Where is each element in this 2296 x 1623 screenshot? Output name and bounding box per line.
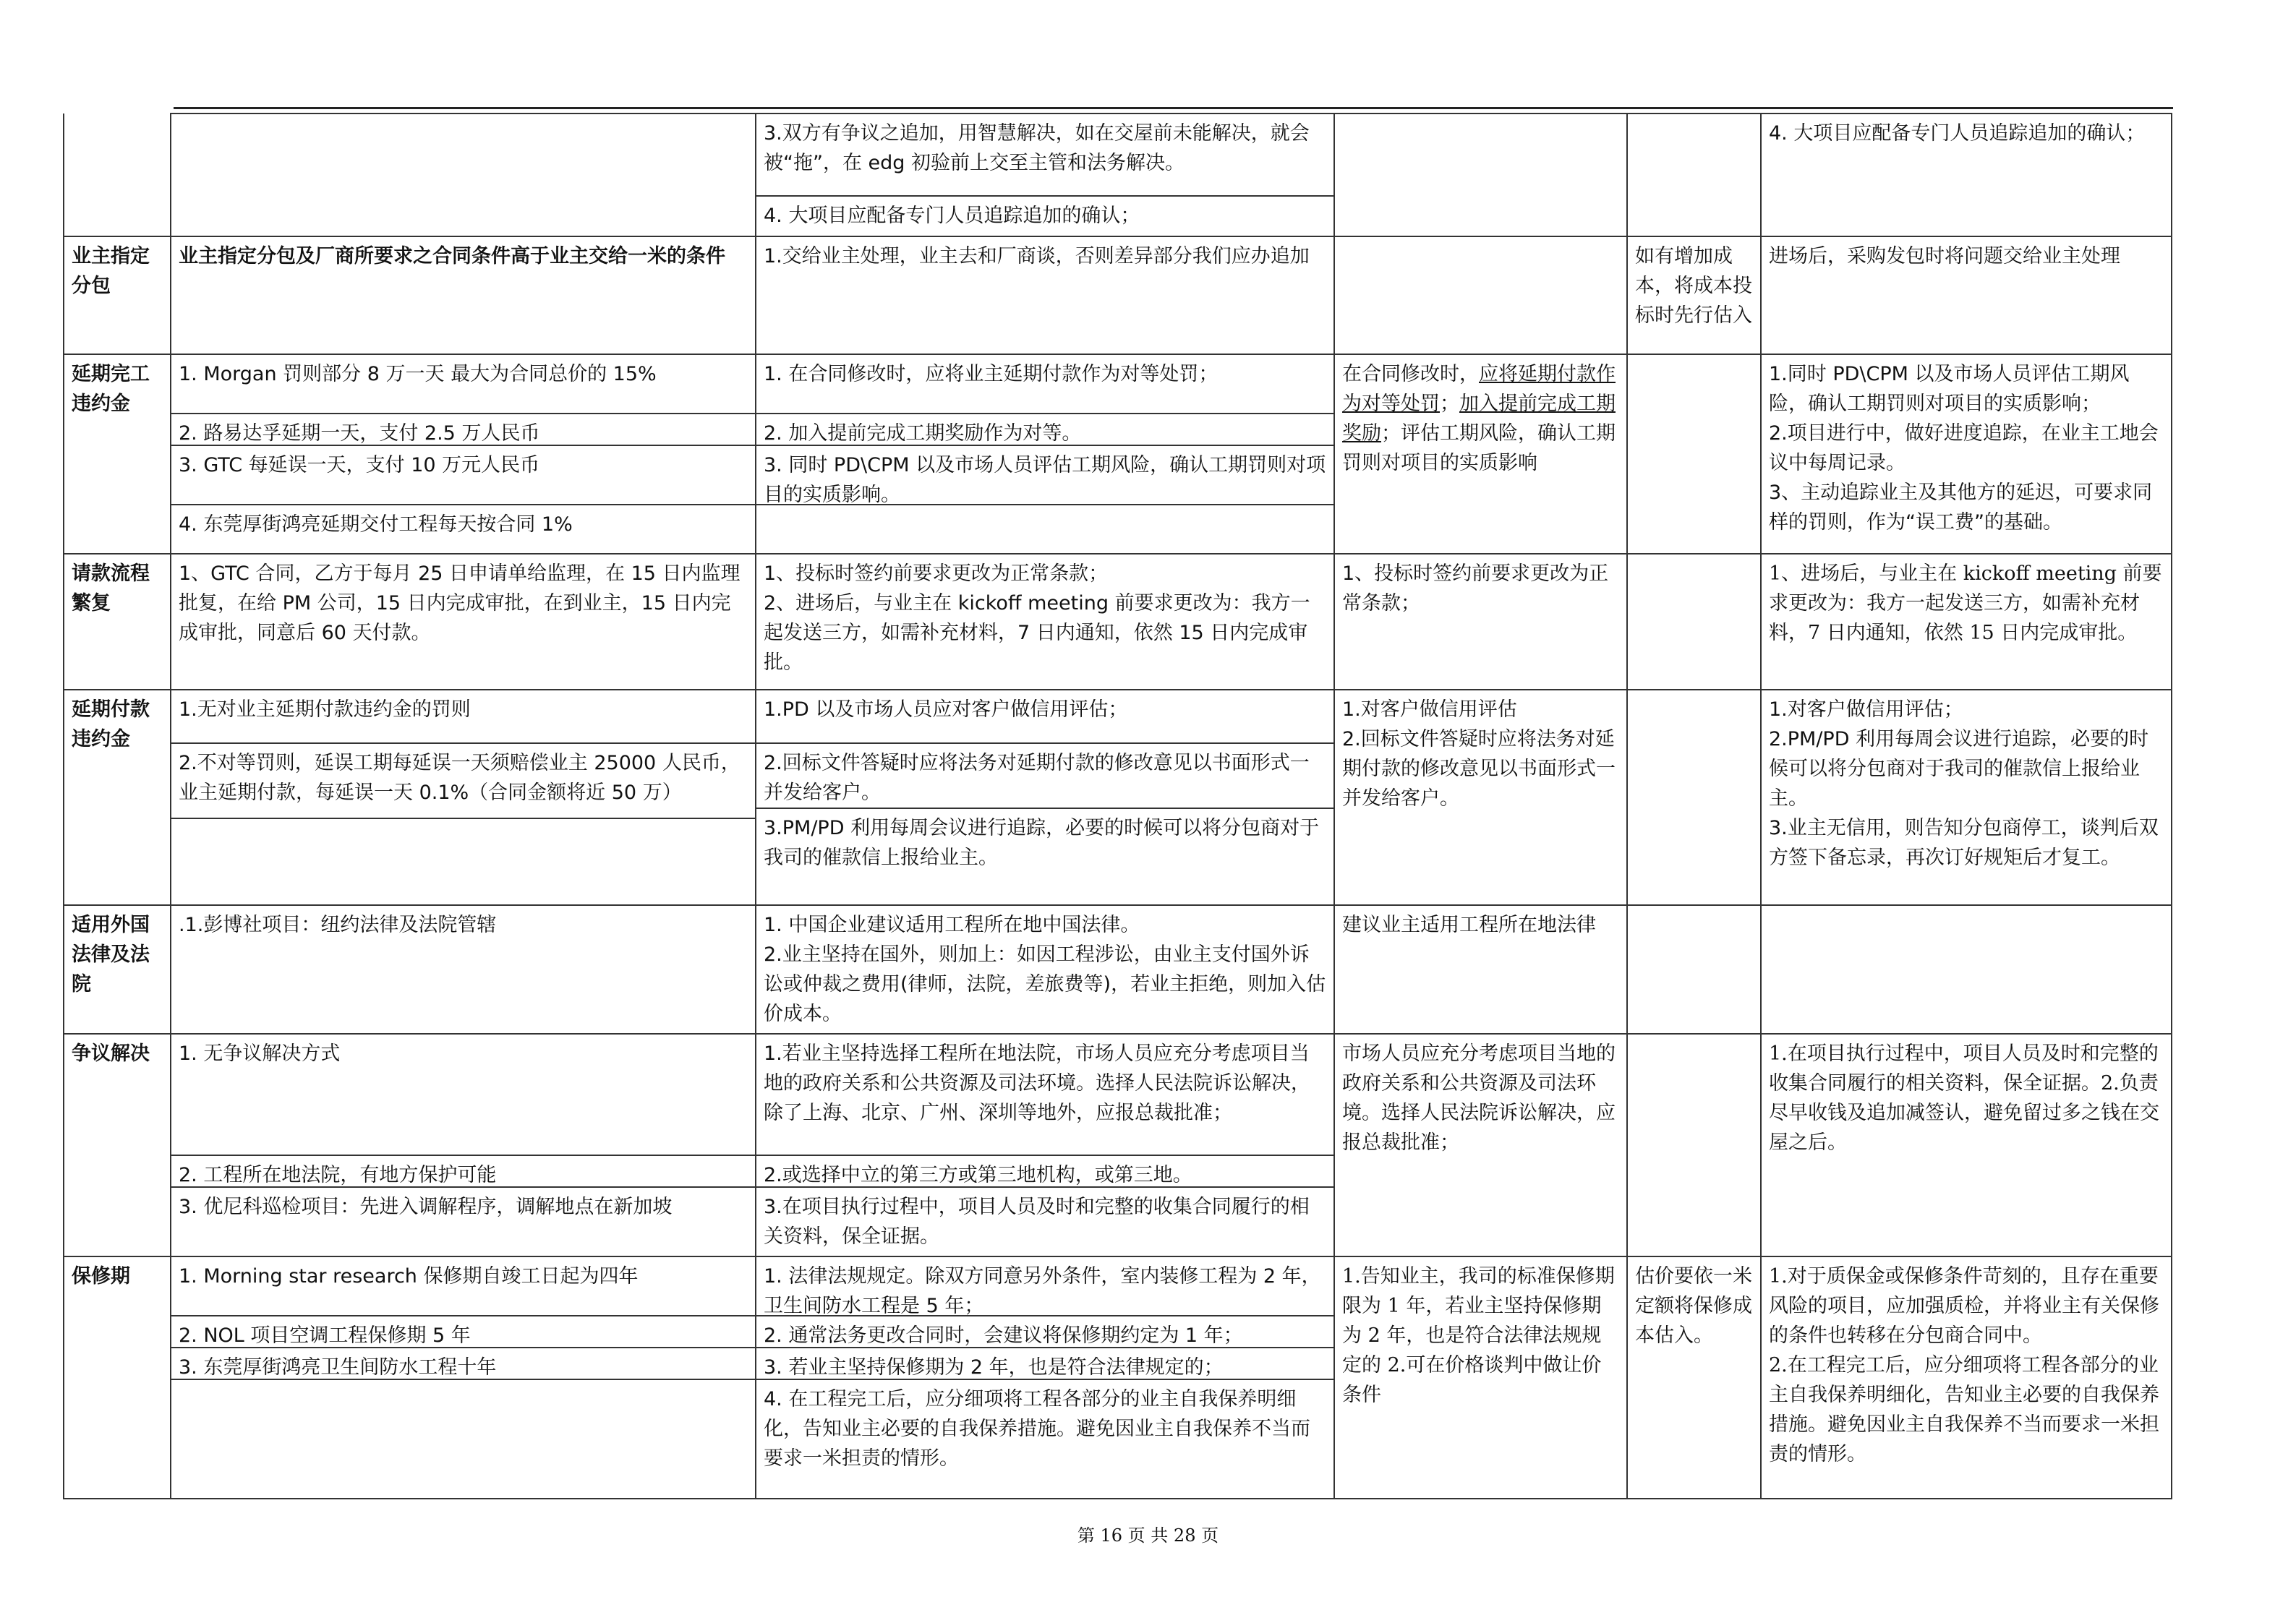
cell-line: 4. 东莞厚街鸿亮延期交付工程每天按合同 1%: [171, 504, 755, 544]
cell-line: 2. 加入提前完成工期奖励作为对等。: [756, 413, 1333, 445]
execution-cell: 1.对于质保金或保修条件苛刻的，且存在重要风险的项目，应加强质检，并将业主有关保修的条件也转移在分包商合同中。 2.在工程完工后，应分细项将工程各部分的业主自我保养明细化，告知业主必要的自我保养措施。避免因业主自我保养不当而要求一米担责的情形。: [1761, 1256, 2172, 1499]
countermeasure-cell: [756, 1034, 1334, 1256]
condition-cell: [171, 354, 756, 554]
market-cell: [1334, 354, 1627, 554]
cell-line: 1. 无争议解决方式: [179, 1042, 341, 1065]
cell-line: 2. 路易达孚延期一天，支付 2.5 万人民币: [171, 413, 755, 445]
table-row-dispute: [64, 1034, 2172, 1256]
countermeasure-cell: [756, 690, 1334, 905]
cell-line: 1.若业主坚持选择工程所在地法院，市场人员应充分考虑项目当地的政府关系和公共资源及司法环境。选择人民法院诉讼解决，除了上海、北京、广州、深圳等地外，应报总裁批准；: [764, 1042, 1310, 1124]
execution-cell: 1.对客户做信用评估； 2.PM/PD 利用每周会议进行追踪，必要的时候可以将分包商对于我司的催款信上报给业主。 3.业主无信用，则告知分包商停工，谈判后双方签下备忘录，再次订好规矩后才复工。: [1761, 690, 2172, 905]
risk-table: [63, 113, 2172, 1499]
cell-line: 2.回标文件答疑时应将法务对延期付款的修改意见以书面形式一并发给客户。: [756, 742, 1333, 808]
execution-cell: [1761, 905, 2172, 1034]
estimate-cell: [1627, 905, 1761, 1034]
category-cell: 业主指定分包: [64, 236, 171, 354]
cell-text: ；评估工期风险，确认工期罚则对项目的实质影响: [1342, 422, 1616, 474]
market-cell: 1、投标时签约前要求更改为正常条款；: [1334, 554, 1627, 690]
cell-line: 2.或选择中立的第三方或第三地机构，或第三地。: [756, 1155, 1333, 1186]
cell-line: 2. 通常法务更改合同时，会建议将保修期约定为 1 年；: [756, 1315, 1333, 1347]
header-rule: [174, 107, 2173, 109]
cell-line: 3.PM/PD 利用每周会议进行追踪，必要的时候可以将分包商对于我司的催款信上报给业主。: [756, 808, 1333, 877]
estimate-cell: [1627, 690, 1761, 905]
table-row-delay-completion: [64, 354, 2172, 554]
cell-line: 3. 优尼科巡检项目：先进入调解程序，调解地点在新加坡: [171, 1186, 755, 1226]
category-cell: [64, 114, 171, 236]
cell-line: 3. 东莞厚街鸿亮卫生间防水工程十年: [171, 1347, 755, 1379]
cell-line: 2. NOL 项目空调工程保修期 5 年: [171, 1315, 755, 1347]
condition-cell: 业主指定分包及厂商所要求之合同条件高于业主交给一米的条件: [171, 236, 756, 354]
cell-line: 1.PD 以及市场人员应对客户做信用评估；: [764, 698, 1128, 721]
market-cell: [1334, 236, 1627, 354]
cell-line: 2. 工程所在地法院，有地方保护可能: [171, 1155, 755, 1186]
execution-cell: 1.在项目执行过程中，项目人员及时和完整的收集合同履行的相关资料，保全证据。2.负责尽早收钱及追加减签认，避免留过多之钱在交屋之后。: [1761, 1034, 2172, 1256]
condition-cell: .1.彭博社项目：纽约法律及法院管辖: [171, 905, 756, 1034]
cell-line: 3. GTC 每延误一天，支付 10 万元人民币: [171, 445, 755, 504]
cell-line: 1. 在合同修改时，应将业主延期付款作为对等处罚；: [764, 363, 1219, 385]
execution-cell: 1.同时 PD\CPM 以及市场人员评估工期风险，确认工期罚则对项目的实质影响； 2.项目进行中，做好进度追踪，在业主工地会议中每周记录。 3、主动追踪业主及其他方的延迟，可要求同样的罚则，作为“误工费”的基础。: [1761, 354, 2172, 554]
estimate-cell: 如有增加成本，将成本投标时先行估入: [1627, 236, 1761, 354]
countermeasure-cell: 1、投标时签约前要求更改为正常条款； 2、进场后，与业主在 kickoff meeting 前要求更改为：我方一起发送三方，如需补充材料，7 日内通知，依然 15 日内完成审批。: [756, 554, 1334, 690]
condition-cell: 1、GTC 合同，乙方于每月 25 日申请单给监理，在 15 日内监理批复，在给 PM 公司，15 日内完成审批，在到业主，15 日内完成审批，同意后 60 天付款。: [171, 554, 756, 690]
underlined-text: 加入提前完成工期奖励: [1342, 393, 1616, 445]
table-row-foreign-law: [64, 905, 2172, 1034]
condition-cell: [171, 1034, 756, 1256]
category-cell: 适用外国法律及法院: [64, 905, 171, 1034]
market-cell: [1334, 114, 1627, 236]
category-cell: 延期完工违约金: [64, 354, 171, 554]
market-cell: 1.对客户做信用评估 2.回标文件答疑时应将法务对延期付款的修改意见以书面形式一并发给客户。: [1334, 690, 1627, 905]
underlined-text: 应将延期付款作为对等处罚: [1342, 363, 1616, 415]
cell-line: [171, 818, 755, 828]
market-cell: 市场人员应充分考虑项目当地的政府关系和公共资源及司法环境。选择人民法院诉讼解决，应报总裁批准；: [1334, 1034, 1627, 1256]
table-row-payment-flow: [64, 554, 2172, 690]
estimate-cell: [1627, 354, 1761, 554]
cell-line: 4. 大项目应配备专门人员追踪追加的确认；: [756, 195, 1333, 235]
cell-text: ；: [1440, 393, 1459, 415]
cell-line: 3. 同时 PD\CPM 以及市场人员评估工期风险，确认工期罚则对项目的实质影响。: [756, 445, 1333, 504]
table-row-warranty: [64, 1256, 2172, 1499]
countermeasure-cell: 1.交给业主处理，业主去和厂商谈，否则差异部分我们应办追加: [756, 236, 1334, 354]
cell-text: 在合同修改时，: [1342, 363, 1479, 385]
cell-line: 3. 若业主坚持保修期为 2 年，也是符合法律规定的；: [756, 1347, 1333, 1379]
category-cell: 请款流程繁复: [64, 554, 171, 690]
cell-line: 4. 在工程完工后，应分细项将工程各部分的业主自我保养明细化，告知业主必要的自我保养措施。避免因业主自我保养不当而要求一米担责的情形。: [756, 1379, 1333, 1478]
cell-line: 1. 法律法规规定。除双方同意另外条件，室内装修工程为 2 年，卫生间防水工程是 5 年；: [764, 1265, 1321, 1317]
category-cell: 保修期: [64, 1256, 171, 1499]
estimate-cell: [1627, 114, 1761, 236]
estimate-cell: [1627, 1034, 1761, 1256]
market-cell: 建议业主适用工程所在地法律: [1334, 905, 1627, 1034]
cell-line: 3.双方有争议之追加，用智慧解决，如在交屋前未能解决，就会被“拖”，在 edg 初验前上交至主管和法务解决。: [764, 122, 1310, 174]
page-number: 第 16 页 共 28 页: [1077, 1525, 1219, 1546]
countermeasure-cell: 1. 中国企业建议适用工程所在地中国法律。 2.业主坚持在国外，则加上：如因工程涉讼，由业主支付国外诉讼或仲裁之费用(律师，法院，差旅费等)，若业主拒绝，则加入估价成本。: [756, 905, 1334, 1034]
execution-cell: 4. 大项目应配备专门人员追踪追加的确认；: [1761, 114, 2172, 236]
table-row-continuation: [64, 114, 2172, 236]
cell-line: 2.不对等罚则，延误工期每延误一天须赔偿业主 25000 人民币，业主延期付款，每延误一天 0.1%（合同金额将近 50 万）: [171, 742, 755, 818]
condition-cell: [171, 690, 756, 905]
cell-line: 3.在项目执行过程中，项目人员及时和完整的收集合同履行的相关资料，保全证据。: [756, 1186, 1333, 1256]
table-row-owner-sub: [64, 236, 2172, 354]
cell-line: 1.无对业主延期付款违约金的罚则: [179, 698, 471, 721]
estimate-cell: [1627, 554, 1761, 690]
countermeasure-cell: [756, 1256, 1334, 1499]
category-cell: 争议解决: [64, 1034, 171, 1256]
category-cell: 延期付款违约金: [64, 690, 171, 905]
countermeasure-cell: [756, 354, 1334, 554]
execution-cell: 1、进场后，与业主在 kickoff meeting 前要求更改为：我方一起发送三方，如需补充材料，7 日内通知，依然 15 日内完成审批。: [1761, 554, 2172, 690]
condition-cell: [171, 114, 756, 236]
condition-cell: [171, 1256, 756, 1499]
execution-cell: 进场后，采购发包时将问题交给业主处理: [1761, 236, 2172, 354]
market-cell: 1.告知业主，我司的标准保修期限为 1 年，若业主坚持保修期为 2 年，也是符合法律法规规定的 2.可在价格谈判中做让价条件: [1334, 1256, 1627, 1499]
countermeasure-cell: [756, 114, 1334, 236]
cell-line: 1. Morgan 罚则部分 8 万一天 最大为合同总价的 15%: [179, 363, 657, 385]
cell-line: 1. Morning star research 保修期自竣工日起为四年: [179, 1265, 639, 1288]
estimate-cell: 估价要依一米定额将保修成本估入。: [1627, 1256, 1761, 1499]
table-row-delay-payment: [64, 690, 2172, 905]
